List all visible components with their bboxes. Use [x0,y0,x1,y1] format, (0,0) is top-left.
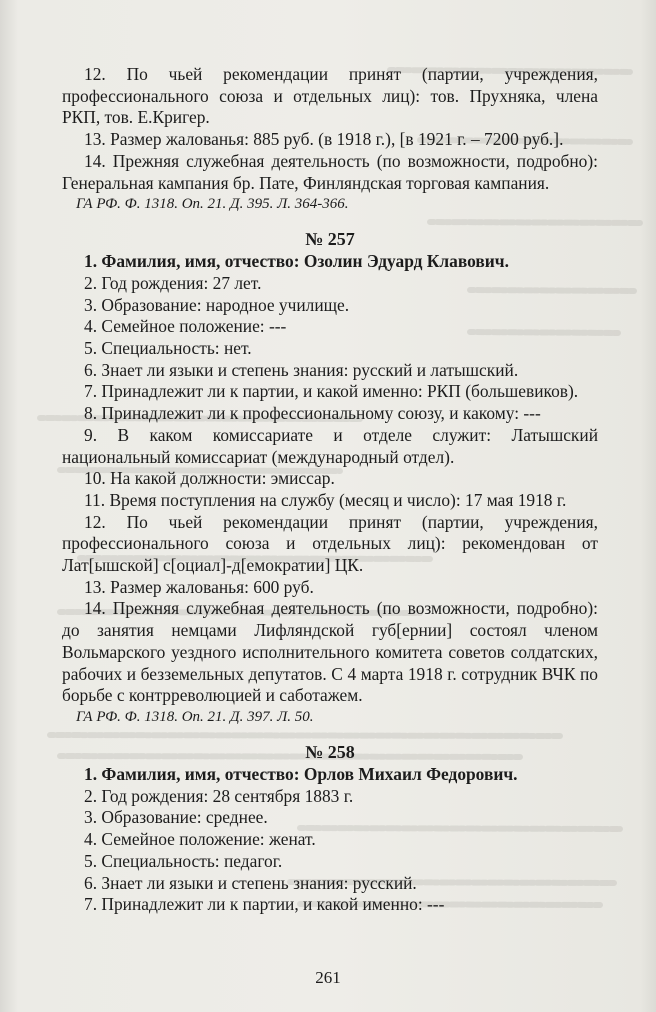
field-party: 7. Принадлежит ли к партии, и какой именно: РКП (большевиков). [84,381,579,402]
field-salary: 13. Размер жалованья: 885 руб. (в 1918 г.), [в 1921 г. – 7200 руб.]. [84,129,564,150]
field-education: 3. Образование: народное училище. [84,294,350,315]
field-birth-year: 2. Год рождения: 27 лет. [84,272,262,293]
field-previous-activity: 14. Прежняя служебная деятельность (по возможности, подробно): до занятия немцами Лифляндской губ[ернии] состоял членом Вольмарского уездного исполнительного комитета советов солдатских, рабочих и безземельных депутатов. С 4 марта 1918 г. сотрудник ВЧК по борьбе с контрреволюцией и саботажем. [62,598,598,706]
field-languages: 6. Знает ли языки и степень знания: русский. [84,872,417,893]
record-number: № 257 [305,229,355,250]
field-previous-activity: 14. Прежняя служебная деятельность (по возможности, подробно): Генеральная кампания бр. Пате, Финляндская торговая кампания. [62,150,598,193]
archive-citation: ГА РФ. Ф. 1318. Оп. 21. Д. 397. Л. 50. [76,708,314,725]
field-marital-status: 4. Семейное положение: --- [84,316,287,337]
field-position: 10. На какой должности: эмиссар. [84,468,335,489]
field-specialty: 5. Специальность: педагог. [84,850,283,871]
field-languages: 6. Знает ли языки и степень знания: русский и латышский. [84,359,519,380]
field-recommendation: 12. По чьей рекомендации принят (партии, учреждения, профессионального союза и отдельных лиц): рекомендован от Лат[ышской] с[оциал]-д[емократии] ЦК. [62,511,598,576]
field-full-name: 1. Фамилия, имя, отчество: Орлов Михаил Федорович. [84,763,518,784]
field-party: 7. Принадлежит ли к партии, и какой именно: --- [84,894,445,915]
document-body [62,64,598,916]
field-full-name: 1. Фамилия, имя, отчество: Озолин Эдуард Клавович. [84,251,509,272]
field-union: 8. Принадлежит ли к профессиональному союзу, и какому: --- [84,403,541,424]
field-commissariat: 9. В каком комиссариате и отделе служит: Латышский национальный комиссариат (международный отдел). [62,424,598,467]
record-number: № 258 [305,741,355,762]
record-256-continuation [62,64,598,214]
field-start-date: 11. Время поступления на службу (месяц и число): 17 мая 1918 г. [84,489,567,510]
field-marital-status: 4. Семейное положение: женат. [84,829,316,850]
archive-citation: ГА РФ. Ф. 1318. Оп. 21. Д. 395. Л. 364-366. [76,196,349,213]
record-257 [62,227,598,727]
record-258 [62,740,598,916]
field-specialty: 5. Специальность: нет. [84,338,252,359]
field-salary: 13. Размер жалованья: 600 руб. [84,576,314,597]
field-recommendation: 12. По чьей рекомендации принят (партии, учреждения, профессионального союза и отдельных лиц): тов. Прухняка, члена РКП, тов. Е.Кригер. [62,64,598,128]
field-education: 3. Образование: среднее. [84,807,268,828]
page-number: 261 [315,968,341,987]
field-birth-year: 2. Год рождения: 28 сентября 1883 г. [84,785,354,806]
